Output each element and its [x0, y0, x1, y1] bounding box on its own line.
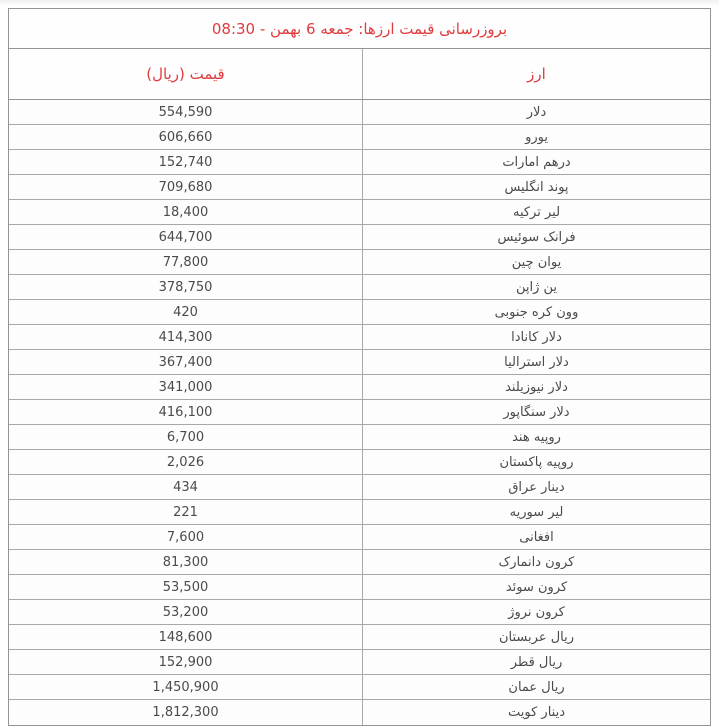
column-header-currency: ارز — [362, 49, 710, 99]
price-value: 18,400 — [162, 204, 209, 220]
currency-name: وون کره جنوبی — [362, 300, 710, 324]
price-value: 77,800 — [162, 254, 209, 270]
table-row — [9, 250, 710, 275]
currency-name: روپیه هند — [362, 425, 710, 449]
table-row — [9, 100, 710, 125]
table-rows — [9, 100, 710, 725]
table-row — [9, 225, 710, 250]
price-value: 148,600 — [158, 629, 213, 645]
currency-name: دلار نیوزیلند — [362, 375, 710, 399]
price-value: 367,400 — [158, 354, 213, 370]
table-row — [9, 575, 710, 600]
table-row — [9, 300, 710, 325]
table-row — [9, 400, 710, 425]
table-row — [9, 625, 710, 650]
currency-name: پوند انگلیس — [362, 175, 710, 199]
table-row — [9, 550, 710, 575]
column-header-price: قیمت (ریال) — [146, 65, 225, 83]
price-value: 420 — [173, 304, 198, 320]
currency-name: کرون نروژ — [362, 600, 710, 624]
price-value: 221 — [173, 504, 198, 520]
currency-name: دلار — [362, 100, 710, 124]
price-value: 152,740 — [158, 154, 213, 170]
table-row — [9, 450, 710, 475]
table-row — [9, 500, 710, 525]
table-row — [9, 650, 710, 675]
price-value: 644,700 — [158, 229, 213, 245]
currency-name: فرانک سوئیس — [362, 225, 710, 249]
table-row — [9, 525, 710, 550]
table-row — [9, 675, 710, 700]
cropped-content-strip — [0, 0, 719, 5]
price-value: 378,750 — [158, 279, 213, 295]
currency-name: دلار کانادا — [362, 325, 710, 349]
currency-name: روپیه پاکستان — [362, 450, 710, 474]
currency-name: یوان چین — [362, 250, 710, 274]
price-value: 1,812,300 — [152, 705, 219, 720]
currency-name: ریال عمان — [362, 675, 710, 699]
currency-name: ریال قطر — [362, 650, 710, 674]
currency-name: دلار استرالیا — [362, 350, 710, 374]
price-value: 416,100 — [158, 404, 213, 420]
table-row — [9, 200, 710, 225]
price-value: 709,680 — [158, 179, 213, 195]
table-row — [9, 425, 710, 450]
table-row — [9, 600, 710, 625]
price-value: 53,200 — [162, 604, 209, 620]
currency-name: دینار عراق — [362, 475, 710, 499]
price-value: 341,000 — [158, 379, 213, 395]
table-row — [9, 150, 710, 175]
price-value: 434 — [173, 479, 198, 495]
table-row — [9, 125, 710, 150]
currency-name: ین ژاپن — [362, 275, 710, 299]
currency-name: ریال عربستان — [362, 625, 710, 649]
currency-name: یورو — [362, 125, 710, 149]
table-row — [9, 475, 710, 500]
table-row — [9, 275, 710, 300]
currency-name: لیر ترکیه — [362, 200, 710, 224]
price-value: 606,660 — [158, 129, 213, 145]
price-value: 2,026 — [166, 454, 205, 470]
currency-name: افغانی — [362, 525, 710, 549]
price-value: 81,300 — [162, 554, 209, 570]
table-row — [9, 700, 710, 725]
table-row — [9, 175, 710, 200]
table-row — [9, 375, 710, 400]
currency-name: لیر سوریه — [362, 500, 710, 524]
currency-price-table — [8, 8, 711, 726]
table-title: بروزرسانی قیمت ارزها: جمعه 6 بهمن - 08:30 — [9, 9, 710, 49]
price-value: 53,500 — [162, 579, 209, 595]
table-header-row — [9, 49, 710, 100]
currency-name: دینار کویت — [362, 700, 710, 725]
table-row — [9, 325, 710, 350]
price-value: 152,900 — [158, 654, 213, 670]
currency-name: کرون دانمارک — [362, 550, 710, 574]
price-value: 7,600 — [166, 529, 205, 545]
price-value: 554,590 — [158, 104, 213, 120]
currency-name: کرون سوئد — [362, 575, 710, 599]
price-value: 6,700 — [166, 429, 205, 445]
table-row — [9, 350, 710, 375]
price-value: 414,300 — [158, 329, 213, 345]
currency-name: دلار سنگاپور — [362, 400, 710, 424]
currency-name: درهم امارات — [362, 150, 710, 174]
price-value: 1,450,900 — [152, 679, 219, 695]
